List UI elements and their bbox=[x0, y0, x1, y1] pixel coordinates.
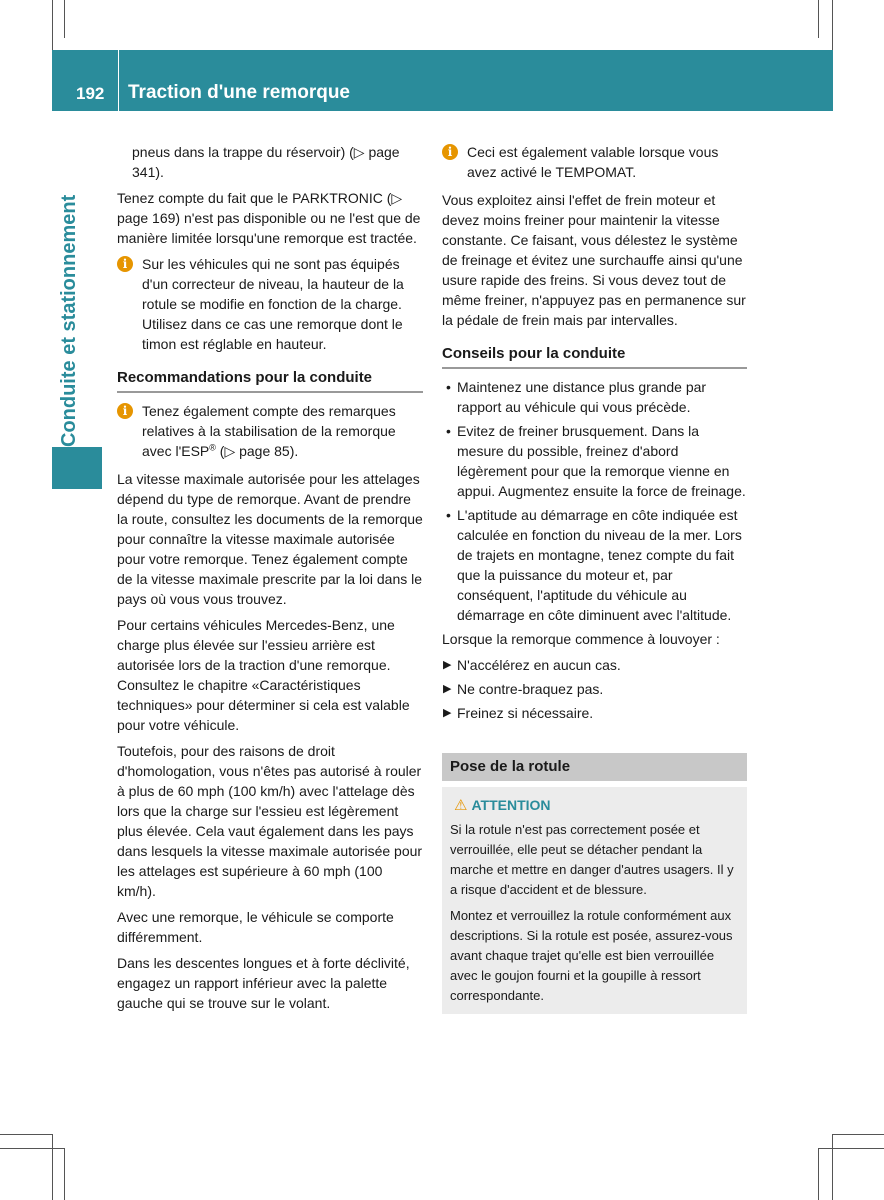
step-text: Ne contre-braquez pas. bbox=[457, 681, 604, 697]
paragraph: La vitesse maximale autorisée pour les attelages dépend du type de remorque. Avant de prendre la route, consultez les documents de la remorque pour connaître la vitesse maximale autorisée pour votre remorque. Tenez également compte de la vitesse maximale prescrite par la loi dans le pays où vous vous trouvez. bbox=[117, 471, 423, 607]
info-note-text bbox=[132, 401, 423, 461]
crop-mark bbox=[818, 1148, 884, 1149]
crop-mark bbox=[52, 0, 53, 50]
info-note bbox=[117, 401, 423, 461]
crop-mark bbox=[818, 0, 819, 38]
chapter-tab-label: Conduite et stationnement bbox=[58, 194, 80, 447]
page-title: Traction d'une remorque bbox=[128, 82, 350, 103]
crop-mark bbox=[0, 1148, 64, 1149]
header-divider bbox=[118, 50, 119, 111]
list-item bbox=[442, 421, 747, 501]
step-arrow-icon: ▶ bbox=[443, 683, 452, 695]
paragraph: Vous exploitez ainsi l'effet de frein moteur et devez moins freiner pour maintenir la vitesse constante. Ce faisant, vous délestez le système de freinage et évitez une surchauffe ainsi qu'une usure rapide des freins. Si vous devez tout de même freiner, n'appuyez pas en permanence sur la pédale de frein mais par intervalles. bbox=[442, 192, 746, 328]
list-item bbox=[442, 505, 747, 625]
bullet-icon: • bbox=[446, 379, 451, 395]
bullet-icon: • bbox=[446, 507, 451, 523]
step-arrow-icon: ▶ bbox=[443, 707, 452, 719]
step-arrow-icon: ▶ bbox=[443, 659, 452, 671]
warning-title bbox=[450, 795, 739, 816]
paragraph: Dans les descentes longues et à forte déclivité, engagez un rapport inférieur avec la palette gauche qui se trouve sur le volant. bbox=[117, 955, 410, 1011]
paragraph: Pour certains véhicules Mercedes-Benz, une charge plus élevée sur l'essieu arrière est autorisée lors de la traction d'une remorque. Consultez le chapitre «Caractéristiques techniques» pour déterminer si cela est valable pour votre véhicule. bbox=[117, 617, 410, 733]
info-icon: i bbox=[117, 403, 133, 419]
step-item bbox=[442, 679, 747, 699]
step-text: Freinez si nécessaire. bbox=[457, 705, 594, 721]
warning-triangle-icon: ⚠ bbox=[454, 797, 468, 814]
chapter-tab-marker bbox=[52, 447, 102, 489]
paragraph: Avec une remorque, le véhicule se comporte différemment. bbox=[117, 909, 394, 945]
page-number: 192 bbox=[76, 84, 105, 103]
info-icon: i bbox=[442, 144, 458, 160]
crop-mark bbox=[52, 1134, 53, 1200]
list-item-text: L'aptitude au démarrage en côte indiquée est calculée en fonction du niveau de la mer. Lors de trajets en montagne, tenez compte du fait que la puissance du moteur et, par conséquent, l'aptitude du véhicule au démarrage en côte diminuent avec l'altitude. bbox=[457, 507, 742, 623]
section-title-bar: Pose de la rotule bbox=[442, 753, 747, 781]
registered-mark: ® bbox=[209, 442, 216, 453]
crop-mark bbox=[832, 1134, 884, 1135]
info-note-text-part: (▷ page 85). bbox=[215, 443, 299, 459]
warning-title-text: ATTENTION bbox=[471, 797, 551, 813]
step-item bbox=[442, 655, 747, 675]
info-note-text-part: Tenez également compte des remarques relatives à la stabilisation de la remorque avec l'ESP bbox=[142, 403, 396, 459]
section-heading: Recommandations pour la conduite bbox=[117, 368, 423, 393]
crop-mark bbox=[64, 1148, 65, 1200]
crop-mark bbox=[0, 1134, 52, 1135]
crop-mark bbox=[832, 1134, 833, 1200]
paragraph: Tenez compte du fait que le PARKTRONIC (▷ page 169) n'est pas disponible ou ne l'est que de manière limitée lorsqu'une remorque est tractée. bbox=[117, 190, 421, 246]
info-note bbox=[117, 254, 423, 354]
paragraph: Toutefois, pour des raisons de droit d'homologation, vous n'êtes pas autorisé à rouler à plus de 60 mph (100 km/h) avec l'attelage dès lors que la charge sur l'essieu est légèrement plus élevée. Cela vaut également dans les pays dans lesquels la vitesse maximale autorisée pour les attelages est supérieure à 60 mph (100 km/h). bbox=[117, 743, 423, 899]
info-note-text: Sur les véhicules qui ne sont pas équipés d'un correcteur de niveau, la hauteur de la rotule se modifie en fonction de la charge. Utilisez dans ce cas une remorque dont le timon est réglable en hauteur. bbox=[142, 256, 404, 352]
info-note bbox=[442, 142, 747, 182]
step-text: N'accélérez en aucun cas. bbox=[457, 657, 621, 673]
list-item-text: Evitez de freiner brusquement. Dans la mesure du possible, freinez d'abord légèrement pour que la remorque vienne en appui. Augmentez ensuite la force de freinage. bbox=[457, 423, 746, 499]
info-icon: i bbox=[117, 256, 133, 272]
warning-paragraph: Montez et verrouillez la rotule conformément aux descriptions. Si la rotule est posée, assurez-vous avant chaque trajet qu'elle est bien verrouillée avec le goujon fourni et la goupille à ressort correspondante. bbox=[450, 908, 733, 1003]
section-heading: Conseils pour la conduite bbox=[442, 344, 747, 369]
right-column bbox=[442, 142, 747, 1014]
bullet-icon: • bbox=[446, 423, 451, 439]
crop-mark bbox=[64, 0, 65, 38]
left-column bbox=[117, 142, 423, 1019]
paragraph: Lorsque la remorque commence à louvoyer : bbox=[442, 631, 720, 647]
crop-mark bbox=[818, 1148, 819, 1200]
warning-paragraph: Si la rotule n'est pas correctement posée et verrouillée, elle peut se détacher pendant la marche et mettre en danger d'autres usagers. Il y a risque d'accident et de blessure. bbox=[450, 822, 734, 897]
info-note-text: Ceci est également valable lorsque vous avez activé le TEMPOMAT. bbox=[467, 144, 719, 180]
list-item-text: Maintenez une distance plus grande par rapport au véhicule qui vous précède. bbox=[457, 379, 707, 415]
paragraph: pneus dans la trappe du réservoir) (▷ page 341). bbox=[132, 144, 400, 180]
list-item bbox=[442, 377, 747, 417]
warning-box bbox=[442, 787, 747, 1014]
crop-mark bbox=[832, 0, 833, 50]
step-item bbox=[442, 703, 747, 723]
